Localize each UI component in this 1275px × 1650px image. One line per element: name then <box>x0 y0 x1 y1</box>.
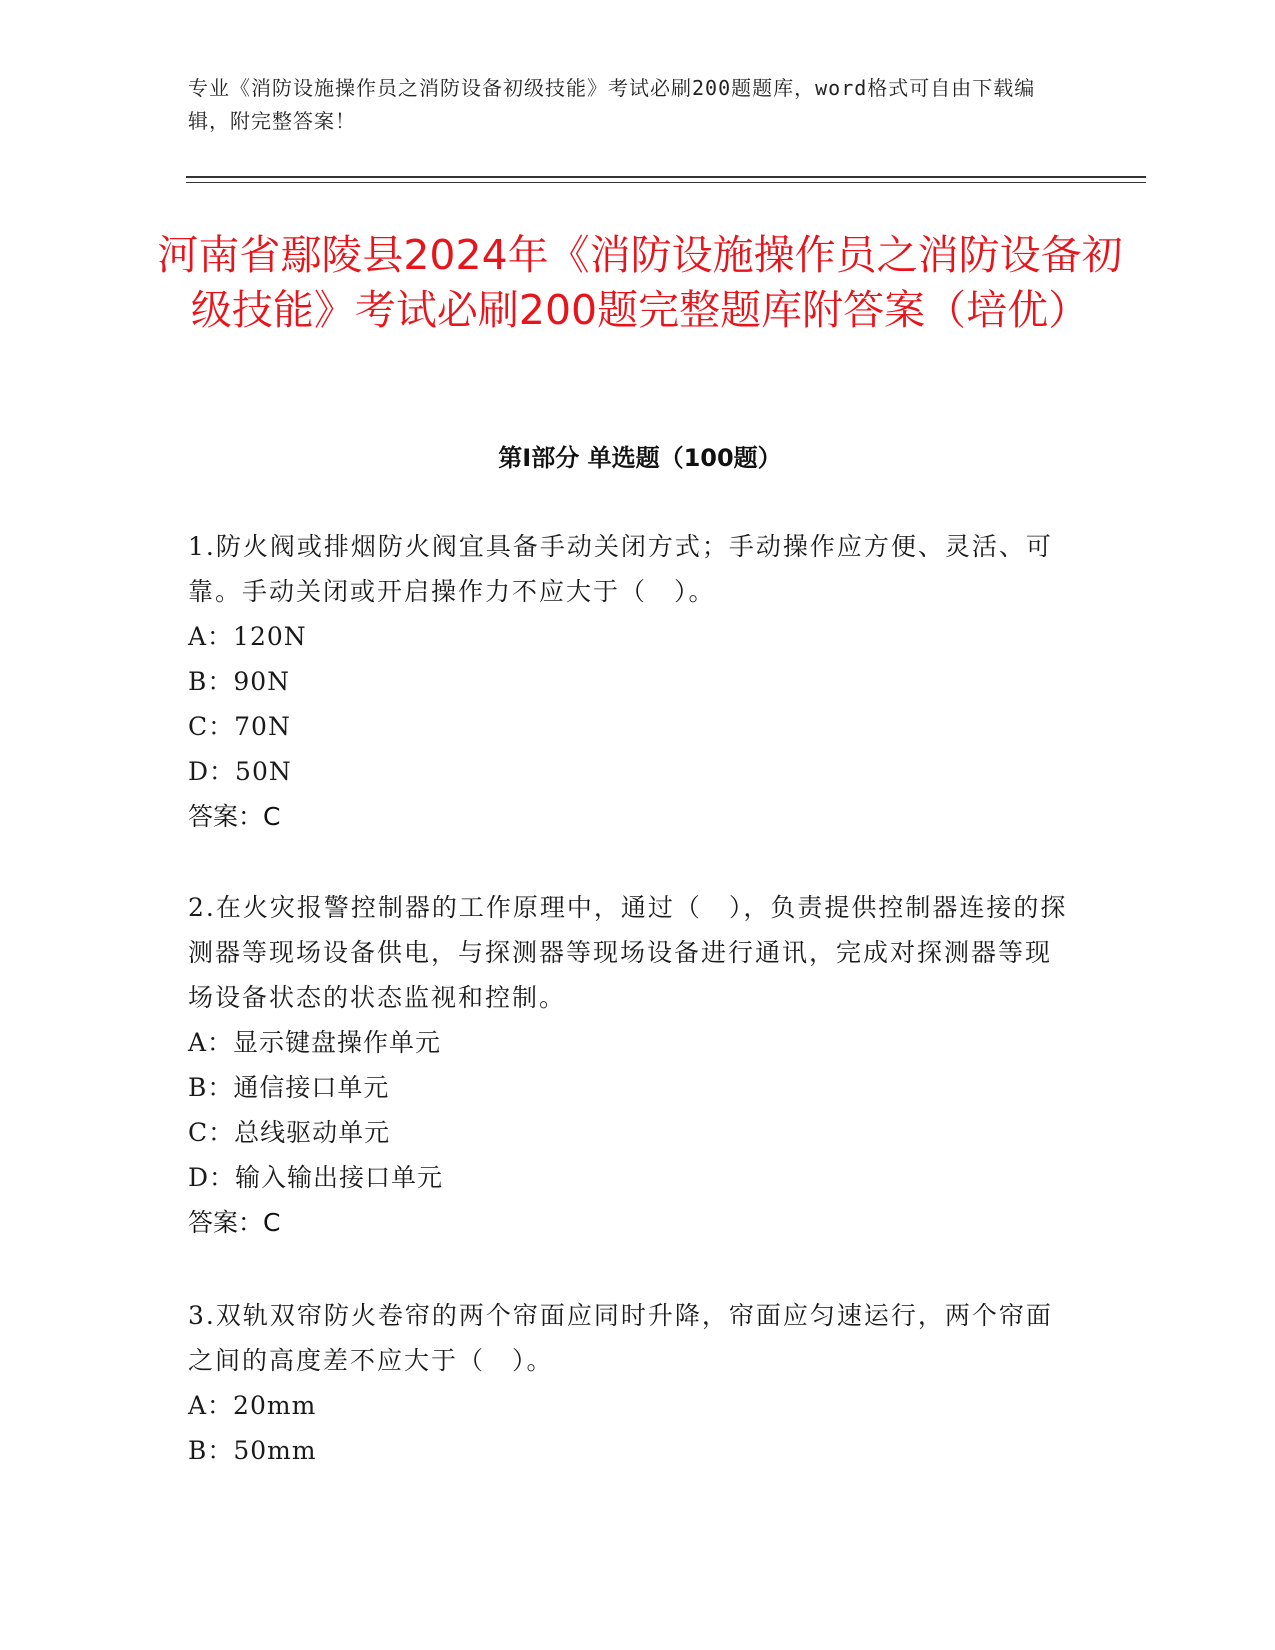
document-title: 河南省鄢陵县2024年《消防设施操作员之消防设备初级技能》考试必刷200题完整题库附答案（培优） <box>157 231 1123 334</box>
option-c: C：70N <box>188 712 291 741</box>
header-divider-thick <box>186 176 1146 178</box>
question-stem: 3.双轨双帘防火卷帘的两个帘面应同时升降，帘面应匀速运行，两个帘面之间的高度差不应大于（ ）。 <box>188 1301 1053 1375</box>
option-a: A：20mm <box>188 1391 317 1420</box>
question-2 <box>188 885 1068 1245</box>
answer: 答案：C <box>188 1208 281 1237</box>
option-b: B：50mm <box>188 1436 317 1465</box>
option-a: A：120N <box>188 622 307 651</box>
option-d: D：输入输出接口单元 <box>188 1163 444 1192</box>
option-c: C：总线驱动单元 <box>188 1118 391 1147</box>
option-d: D：50N <box>188 757 292 786</box>
answer: 答案：C <box>188 802 281 831</box>
header-divider-thin <box>186 182 1146 183</box>
option-b: B：通信接口单元 <box>188 1073 390 1102</box>
question-3 <box>188 1293 1068 1473</box>
option-b: B：90N <box>188 667 291 696</box>
section-heading: 第Ⅰ部分 单选题（100题） <box>498 444 782 472</box>
question-stem: 2.在火灾报警控制器的工作原理中，通过（ ），负责提供控制器连接的探测器等现场设备供电，与探测器等现场设备进行通讯，完成对探测器等现场设备状态的状态监视和控制。 <box>188 893 1068 1012</box>
option-a: A：显示键盘操作单元 <box>188 1028 442 1057</box>
question-1 <box>188 524 1068 839</box>
question-stem: 1.防火阀或排烟防火阀宜具备手动关闭方式；手动操作应方便、灵活、可靠。手动关闭或开启操作力不应大于（ ）。 <box>188 532 1053 606</box>
header-note: 专业《消防设施操作员之消防设备初级技能》考试必刷200题题库，word格式可自由下载编辑，附完整答案！ <box>188 76 1036 133</box>
